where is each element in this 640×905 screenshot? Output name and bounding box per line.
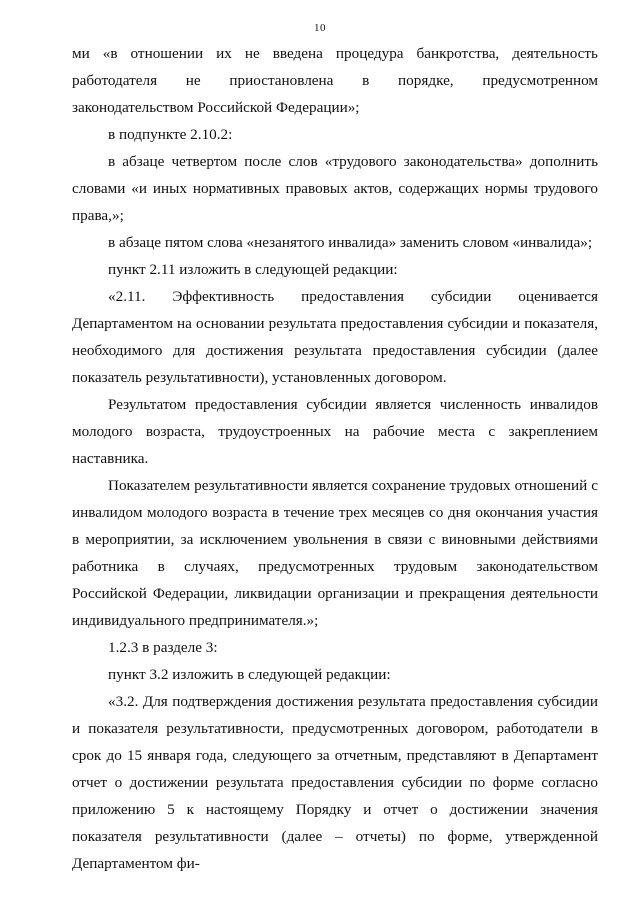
paragraph-result: Результатом предоставления субсидии является численность инвалидов молодого возраста, трудоустроенных на рабочие места с закреплением наставника. bbox=[72, 396, 598, 467]
paragraph-point-3-2: пункт 3.2 изложить в следующей редакции: bbox=[108, 666, 391, 683]
paragraph-3-2-reports: «3.2. Для подтверждения достижения результата предоставления субсидии и показателя результативности, предусмотренных договором, работодатели в срок до 15 января года, следующего за отчетным, представляют в Департамент отчет о достижении результата предоставления субсидии по форме согласно приложению 5 к настоящему Порядку и отчет о достижении значения показателя результативности (далее – отчеты) по форме, утвержденной Департаментом фи- bbox=[72, 693, 598, 872]
document-body bbox=[72, 40, 598, 877]
paragraph-subclause-2-10-2: в подпункте 2.10.2: bbox=[108, 126, 233, 143]
page-number: 10 bbox=[314, 22, 326, 34]
paragraph-section-3: 1.2.3 в разделе 3: bbox=[108, 639, 218, 656]
paragraph-continuation: ми «в отношении их не введена процедура банкротства, деятельность работодателя не приостановлена в порядке, предусмотренном законодательством Российской Федерации»; bbox=[72, 45, 598, 116]
paragraph-point-2-11: пункт 2.11 изложить в следующей редакции: bbox=[108, 261, 398, 278]
paragraph-paragraph-four: в абзаце четвертом после слов «трудового законодательства» дополнить словами «и иных нормативных правовых актов, содержащих нормы трудового права,»; bbox=[72, 153, 598, 224]
paragraph-paragraph-five: в абзаце пятом слова «незанятого инвалида» заменить словом «инвалида»; bbox=[108, 234, 593, 251]
paragraph-2-11-efficiency: «2.11. Эффективность предоставления субсидии оценивается Департаментом на основании результата предоставления субсидии и показателя, необходимого для достижения результата предоставления субсидии (далее показатель результативности), установленных договором. bbox=[72, 288, 598, 386]
paragraph-indicator: Показателем результативности является сохранение трудовых отношений с инвалидом молодого возраста в течение трех месяцев со дня окончания участия в мероприятии, за исключением увольнения в связи с виновными действиями работника в случаях, предусмотренных трудовым законодательством Российской Федерации, ликвидации организации и прекращения деятельности индивидуального предпринимателя.»; bbox=[72, 477, 598, 629]
